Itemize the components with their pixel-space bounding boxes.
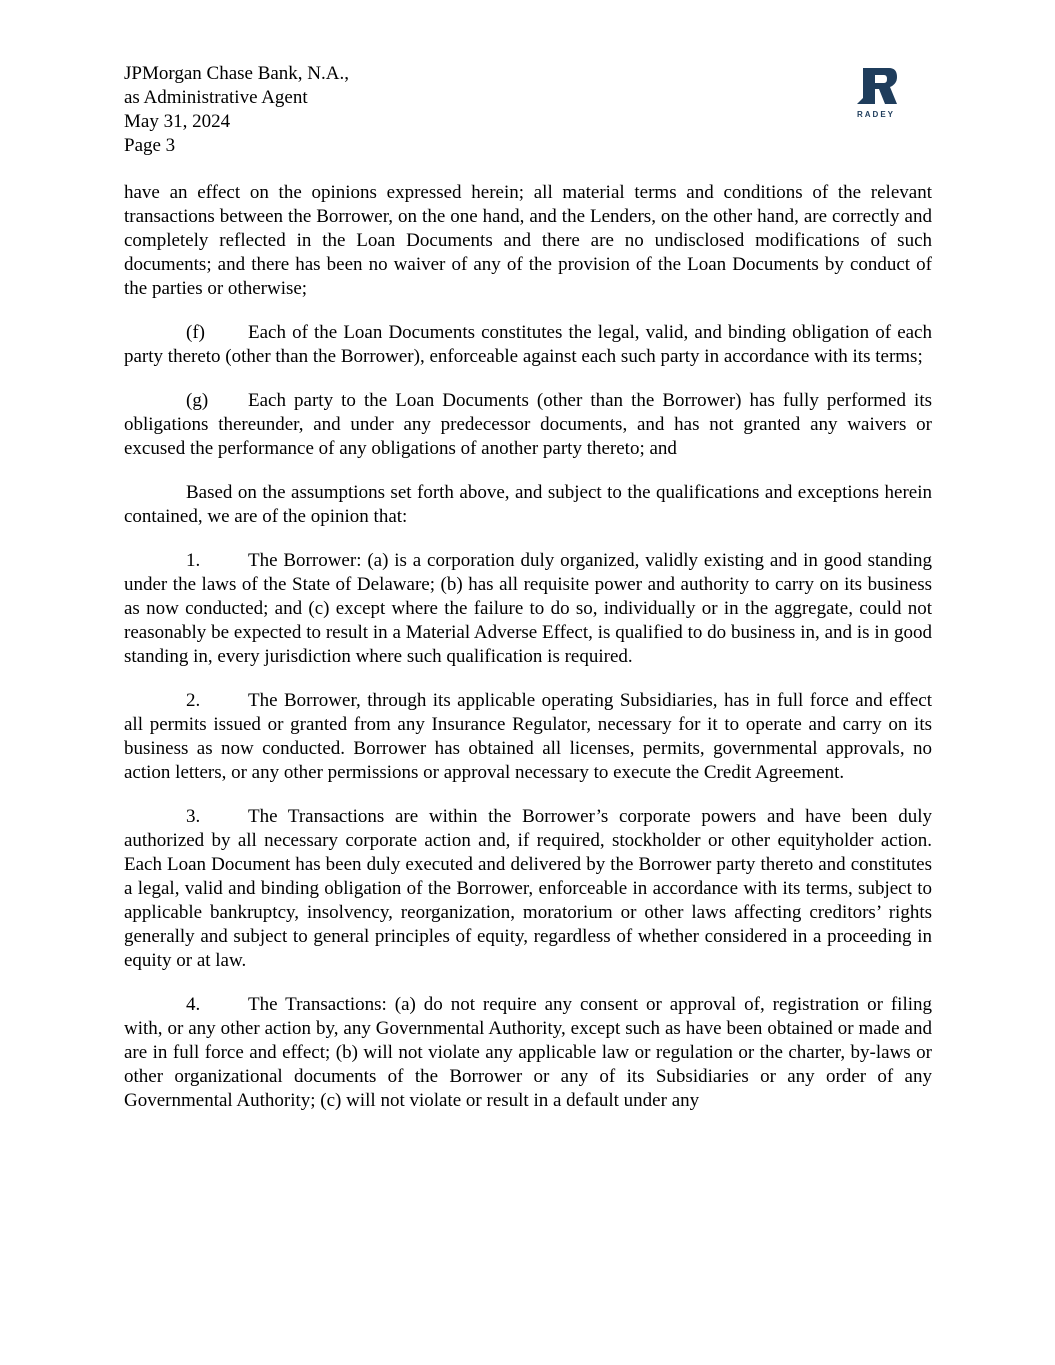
- item-text: The Borrower, through its applicable operating Subsidiaries, has in full force and effect all permits issued or granted from any Insurance Regulator, necessary for it to operate and carry on its business as now conducted. Borrower has obtained all licenses, permits, governmental approvals, no action letters, or any other permissions or approval necessary to execute the Credit Agreement.: [124, 690, 932, 783]
- paragraph-2: [124, 689, 932, 785]
- item-text: The Transactions are within the Borrower’s corporate powers and have been duly authorized by all necessary corporate action and, if required, stockholder or other equityholder action. Each Loan Document has been duly executed and delivered by the Borrower party thereto and constitutes a legal, valid and binding obligation of the Borrower, enforceable in accordance with its terms, subject to applicable bankruptcy, insolvency, reorganization, moratorium or other laws affecting creditors’ rights generally and subject to general principles of equity, regardless of whether considered in a proceeding in equity or at law.: [124, 806, 932, 971]
- letter-body: [124, 181, 932, 1133]
- item-text: The Transactions: (a) do not require any consent or approval of, registration or filing with, or any other action by, any Governmental Authority, except such as have been obtained or made and are in full force and effect; (b) will not violate any applicable law or regulation or the charter, by-laws or other organizational documents of the Borrower or any of its Subsidiaries or any order of any Governmental Authority; (c) will not violate or result in a default under any: [124, 994, 932, 1111]
- addressee-role-line: as Administrative Agent: [124, 87, 308, 108]
- item-text: The Borrower: (a) is a corporation duly organized, validly existing and in good standing under the laws of the State of Delaware; (b) has all requisite power and authority to carry on its business as now conducted; and (c) except where the failure to do so, individually or in the aggregate, could not reasonably be expected to result in a Material Adverse Effect, is qualified to do business in, and is in good standing in, every jurisdiction where such qualification is required.: [124, 550, 932, 667]
- letter-header: [124, 62, 349, 158]
- item-label: (g): [186, 390, 209, 411]
- paragraph-g: [124, 389, 932, 461]
- item-label: 2.: [186, 690, 201, 711]
- item-label: 1.: [186, 550, 201, 571]
- item-label: (f): [186, 322, 205, 343]
- letter-date: May 31, 2024: [124, 111, 231, 132]
- item-label: 3.: [186, 806, 201, 827]
- paragraph-f: [124, 321, 932, 369]
- radey-r-logo-icon: [850, 66, 902, 110]
- item-text: Each of the Loan Documents constitutes the legal, valid, and binding obligation of each party thereto (other than the Borrower), enforceable against each such party in accordance with its terms;: [124, 322, 932, 367]
- paragraph-opinion-intro: Based on the assumptions set forth above, and subject to the qualifications and exceptions herein contained, we are of the opinion that:: [124, 482, 932, 527]
- paragraph-3: [124, 805, 932, 973]
- item-label: 4.: [186, 994, 201, 1015]
- paragraph-1: [124, 549, 932, 669]
- page-number: Page 3: [124, 135, 176, 156]
- radey-logo: [850, 66, 902, 124]
- paragraph-continuation: have an effect on the opinions expressed herein; all material terms and conditions of the relevant transactions between the Borrower, on the one hand, and the Lenders, on the other hand, are correctly and completely reflected in the Loan Documents and there are no undisclosed modifications of such documents; and there has been no waiver of any of the provision of the Loan Documents by conduct of the parties or otherwise;: [124, 182, 932, 299]
- item-text: Each party to the Loan Documents (other than the Borrower) has fully performed its obligations thereunder, and under any predecessor documents, and has not granted any waivers or excused the performance of any obligations of another party thereto; and: [124, 390, 932, 459]
- paragraph-4: [124, 993, 932, 1113]
- addressee-line: JPMorgan Chase Bank, N.A.,: [124, 63, 350, 84]
- radey-wordmark: RADEY: [856, 110, 895, 119]
